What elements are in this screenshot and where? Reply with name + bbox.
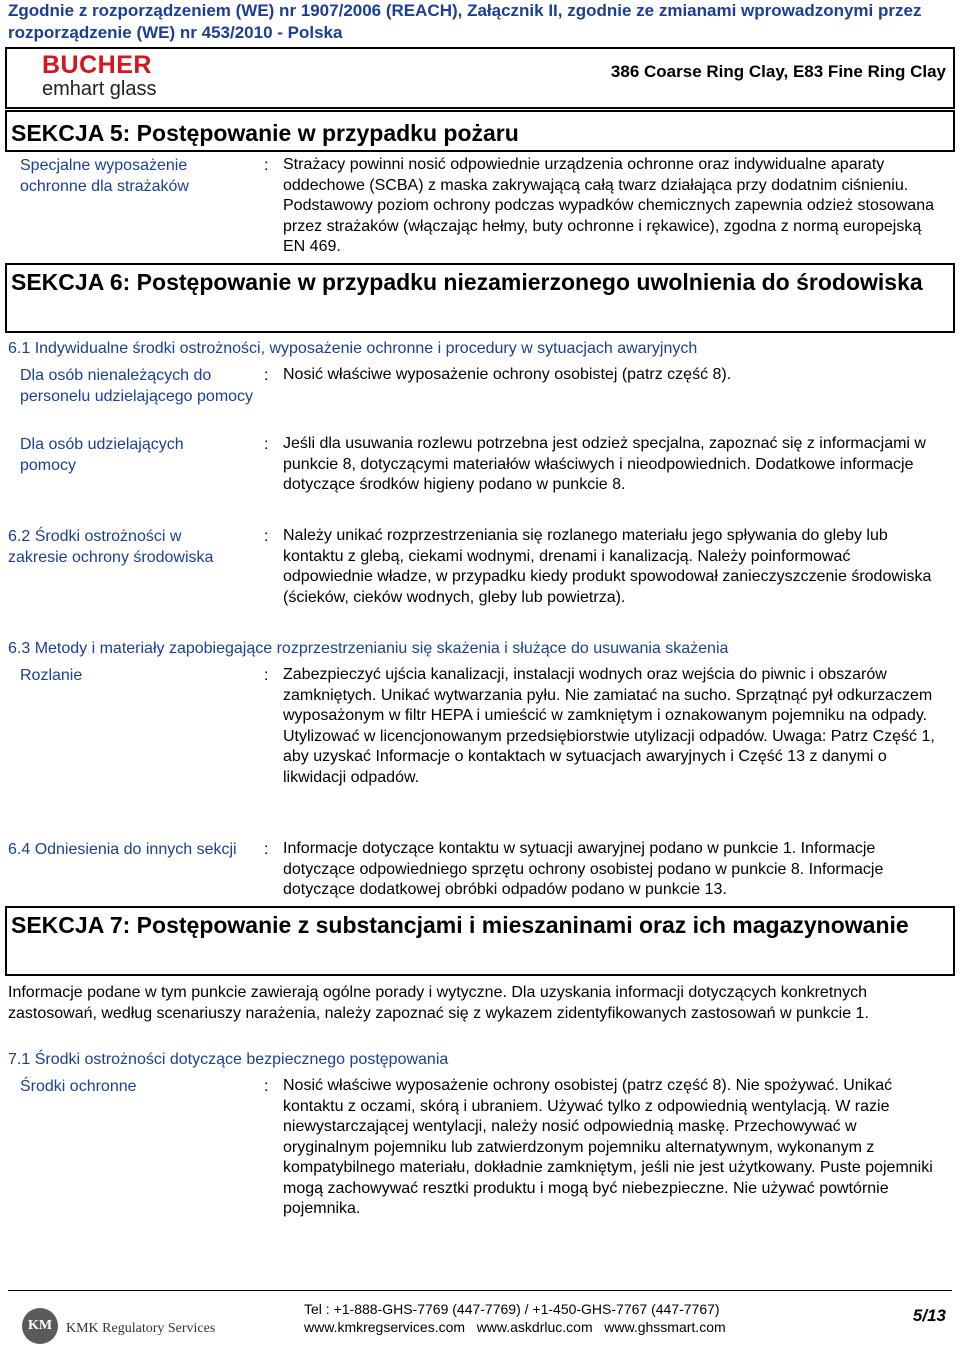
non-emergency-label: Dla osób nienależących do personelu udzielającego pomocy: [20, 367, 254, 405]
emergency-text: Jeśli dla usuwania rozlewu potrzebna jest odzież specjalna, zapoznać się z informacjami w punkcie 8, dotyczącymi materiałów właściwych i nieodpowiednich. Dodatkowe informacje dotyczące środków higieny podano w punkcie 8.: [283, 435, 926, 493]
colon: :: [264, 1078, 269, 1095]
bucher-logo: BUCHER: [42, 51, 152, 79]
subsection-6-1: 6.1 Indywidualne środki ostrożności, wyposażenie ochronne i procedury w sytuacjach awaryjnych: [8, 340, 698, 357]
colon: :: [264, 528, 269, 545]
footer-tel: Tel : +1-888-GHS-7769 (447-7769) / +1-450-GHS-7767 (447-7767): [304, 1301, 720, 1317]
spill-label: Rozlanie: [20, 667, 83, 684]
protective-measures-text: Nosić właściwe wyposażenie ochrony osobistej (patrz część 8). Nie spożywać. Unikać kontaktu z oczami, skórą i ubraniem. Używać tylko z odpowiednią wentylacją. W razie niewystarczającej wentylacji, należy nosić odpowiednią maskę. Przechowywać w oryginalnym pojemniku lub zatwierdzonym pojemniku alternatywnym, wykonanym z kompatybilnego materiału, dokładnie zamkniętym, jeśli nie jest użytkowany. Puste pojemniki mogą zachowywać resztki produktu i mogą być niebezpieczne. Nie używać powtórnie pojemnika.: [283, 1077, 933, 1217]
footer-contact: [304, 1300, 726, 1336]
section5-label: Specjalne wyposażenie ochronne dla strażaków: [20, 157, 189, 195]
spill-text: Zabezpieczyć ujścia kanalizacji, instalacji wodnych oraz wejścia do piwnic i obszarów zamkniętych. Unikać wytwarzania pyłu. Nie zamiatać na sucho. Sprzątnąć pył odkurzaczem wyposażonym w filtr HEPA i umieścić w zamkniętym i oznakowanym pojemniku na odpady. Utylizować w licencjonowanym przedsiębiorstwie utylizacji odpadów. Uwaga: Patrz Część 1, aby uzyskać Informacje o kontaktach w sytuacjach awaryjnych i Część 13 z danymi o likwidacji odpadów.: [283, 666, 935, 786]
section7-intro: Informacje podane w tym punkcie zawierają ogólne porady i wytyczne. Dla uzyskania informacji dotyczących konkretnych zastosowań, według scenariuszy narażenia, należy zapoznać się z wykazem zidentyfikowanych zastosowań w punkcie 1.: [8, 984, 869, 1022]
kmk-company-name: KMK Regulatory Services: [66, 1321, 216, 1336]
product-name: 386 Coarse Ring Clay, E83 Fine Ring Clay: [610, 62, 946, 81]
subsection-7-1: 7.1 Środki ostrożności dotyczące bezpiecznego postępowania: [8, 1051, 449, 1068]
page-number: 5/13: [912, 1306, 946, 1325]
colon: :: [264, 157, 269, 174]
section7-title: SEKCJA 7: Postępowanie z substancjami i mieszaninami oraz ich magazynowanie: [5, 906, 955, 976]
subsection-6-4-label: 6.4 Odniesienia do innych sekcji: [8, 841, 237, 858]
environmental-text: Należy unikać rozprzestrzeniania się rozlanego materiału jego spływania do gleby lub kontaktu z glebą, ciekami wodnymi, drenami i kanalizacją. Należy poinformować odpowiednie władze, w przypadku kiedy produkt spowodował zanieczyszczenie środowiska (ścieków, cieków wodnych, gleby lub powietrza).: [283, 527, 932, 606]
colon: :: [264, 367, 269, 384]
footer-websites: www.kmkregservices.com www.askdrluc.com www.ghssmart.com: [304, 1319, 726, 1335]
section6-title: SEKCJA 6: Postępowanie w przypadku niezamierzonego uwolnienia do środowiska: [5, 263, 955, 333]
colon: :: [264, 841, 269, 858]
emergency-label: Dla osób udzielających pomocy: [20, 436, 184, 474]
references-text: Informacje dotyczące kontaktu w sytuacji awaryjnej podano w punkcie 1. Informacje dotyczące odpowiedniego sprzętu ochrony osobistej podano w punkcie 8. Informacje dotyczące dodatkowej obróbki odpadów podano w punkcie 13.: [283, 840, 884, 898]
section5-text: Strażacy powinni nosić odpowiednie urządzenia ochronne oraz indywidualne aparaty oddechowe (SCBA) z maska zakrywającą całą twarz działająca przy dodatnim ciśnieniu. Podstawowy poziom ochrony podczas wypadków chemicznych zapewnia odzież stosowana przez strażaków (włączając hełmy, buty ochronne i rękawice), zgodna z normą europejską EN 469.: [283, 156, 934, 255]
subsection-6-2-label: 6.2 Środki ostrożności w zakresie ochrony środowiska: [8, 528, 214, 566]
subsection-6-3: 6.3 Metody i materiały zapobiegające rozprzestrzenianiu się skażenia i służące do usuwania skażenia: [8, 640, 729, 657]
section5-title: SEKCJA 5: Postępowanie w przypadku pożaru: [5, 110, 955, 152]
colon: :: [264, 667, 269, 684]
footer-divider: [8, 1290, 952, 1291]
colon: :: [264, 436, 269, 453]
non-emergency-text: Nosić właściwe wyposażenie ochrony osobistej (patrz część 8).: [283, 366, 732, 383]
protective-measures-label: Środki ochronne: [20, 1078, 137, 1095]
regulation-header: Zgodnie z rozporządzeniem (WE) nr 1907/2006 (REACH), Załącznik II, zgodnie ze zmianami wprowadzonymi przez rozporządzenie (WE) nr 453/2010 - Polska: [8, 1, 922, 42]
kmk-logo-icon: KM: [22, 1308, 58, 1344]
emhart-glass-logo: emhart glass: [42, 78, 157, 100]
